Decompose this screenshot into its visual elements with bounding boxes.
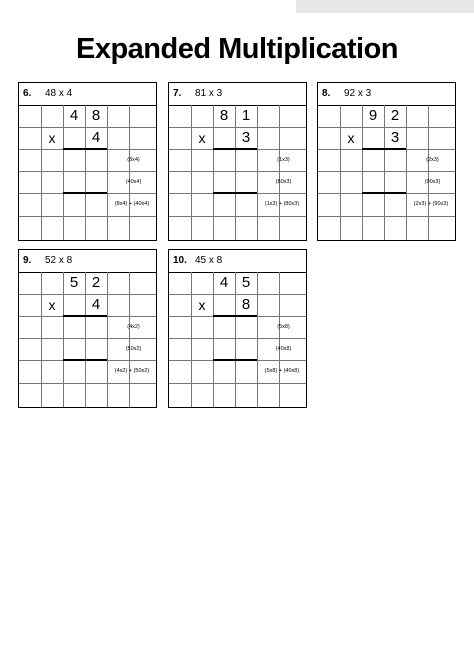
grid-line	[191, 272, 192, 407]
problem-number: 8.	[322, 88, 331, 99]
partial-product-note: (80x3)	[275, 179, 292, 185]
sum-line	[63, 359, 107, 361]
partial-product-note: (8x4)	[127, 157, 140, 163]
grid-line	[257, 272, 258, 407]
problem-number: 7.	[173, 88, 182, 99]
top-digit-ones: 8	[91, 107, 101, 124]
answer-line	[63, 315, 107, 317]
top-digit-tens: 4	[219, 274, 229, 291]
grid-line	[19, 383, 156, 384]
problem-card	[168, 82, 307, 241]
top-bar	[296, 0, 474, 13]
grid-line	[41, 272, 42, 407]
partial-product-note: (90x3)	[424, 179, 441, 185]
partial-product-note: (4x2) + (50x2)	[114, 368, 150, 374]
problem-number: 10.	[173, 255, 187, 266]
top-digit-tens: 8	[219, 107, 229, 124]
bottom-digit: 4	[91, 296, 101, 313]
problem-number: 6.	[23, 88, 32, 99]
top-digit-tens: 4	[69, 107, 79, 124]
multiply-sign: x	[48, 297, 56, 313]
grid-line	[107, 105, 108, 240]
top-digit-ones: 5	[241, 274, 251, 291]
top-digit-ones: 2	[390, 107, 400, 124]
problem-header	[169, 83, 306, 106]
grid-line	[169, 383, 306, 384]
problem-expression: 45 x 8	[195, 255, 223, 266]
grid-line	[318, 216, 455, 217]
page-title: Expanded Multiplication	[75, 33, 398, 65]
problem-card	[317, 82, 456, 241]
top-digit-tens: 9	[368, 107, 378, 124]
partial-product-note: (1x3) + (80x3)	[264, 201, 300, 207]
bottom-digit: 8	[241, 296, 251, 313]
partial-product-note: (4x2)	[127, 324, 140, 330]
problem-header	[318, 83, 455, 106]
partial-product-note: (2x3)	[426, 157, 439, 163]
problem-header	[169, 250, 306, 273]
problem-card	[18, 82, 157, 241]
answer-line	[63, 148, 107, 150]
problem-card	[18, 249, 157, 408]
problem-expression: 92 x 3	[344, 88, 372, 99]
partial-product-note: (2x3) + (90x3)	[413, 201, 449, 207]
problem-expression: 81 x 3	[195, 88, 223, 99]
grid-line	[340, 105, 341, 240]
multiply-sign: x	[198, 297, 206, 313]
sum-line	[213, 192, 257, 194]
bottom-digit: 3	[390, 129, 400, 146]
problem-expression: 52 x 8	[45, 255, 73, 266]
problem-header	[19, 83, 156, 106]
bottom-digit: 4	[91, 129, 101, 146]
grid-line	[191, 105, 192, 240]
grid-line	[406, 105, 407, 240]
top-digit-tens: 5	[69, 274, 79, 291]
partial-product-note: (8x4) + (40x4)	[114, 201, 150, 207]
partial-product-note: (1x3)	[277, 157, 290, 163]
grid-line	[107, 272, 108, 407]
top-digit-ones: 2	[91, 274, 101, 291]
partial-product-note: (50x2)	[125, 346, 142, 352]
problem-expression: 48 x 4	[45, 88, 73, 99]
partial-product-note: (40x4)	[125, 179, 142, 185]
grid-line	[41, 105, 42, 240]
sum-line	[63, 192, 107, 194]
bottom-digit: 3	[241, 129, 251, 146]
problem-header	[19, 250, 156, 273]
partial-product-note: (40x8)	[275, 346, 292, 352]
multiply-sign: x	[198, 130, 206, 146]
problem-number: 9.	[23, 255, 32, 266]
top-digit-ones: 1	[241, 107, 251, 124]
answer-line	[362, 148, 406, 150]
partial-product-note: (5x8)	[277, 324, 290, 330]
problem-card	[168, 249, 307, 408]
sum-line	[213, 359, 257, 361]
multiply-sign: x	[347, 130, 355, 146]
answer-line	[213, 315, 257, 317]
grid-line	[19, 216, 156, 217]
answer-line	[213, 148, 257, 150]
grid-line	[257, 105, 258, 240]
sum-line	[362, 192, 406, 194]
multiply-sign: x	[48, 130, 56, 146]
partial-product-note: (5x8) + (40x8)	[264, 368, 300, 374]
grid-line	[169, 216, 306, 217]
